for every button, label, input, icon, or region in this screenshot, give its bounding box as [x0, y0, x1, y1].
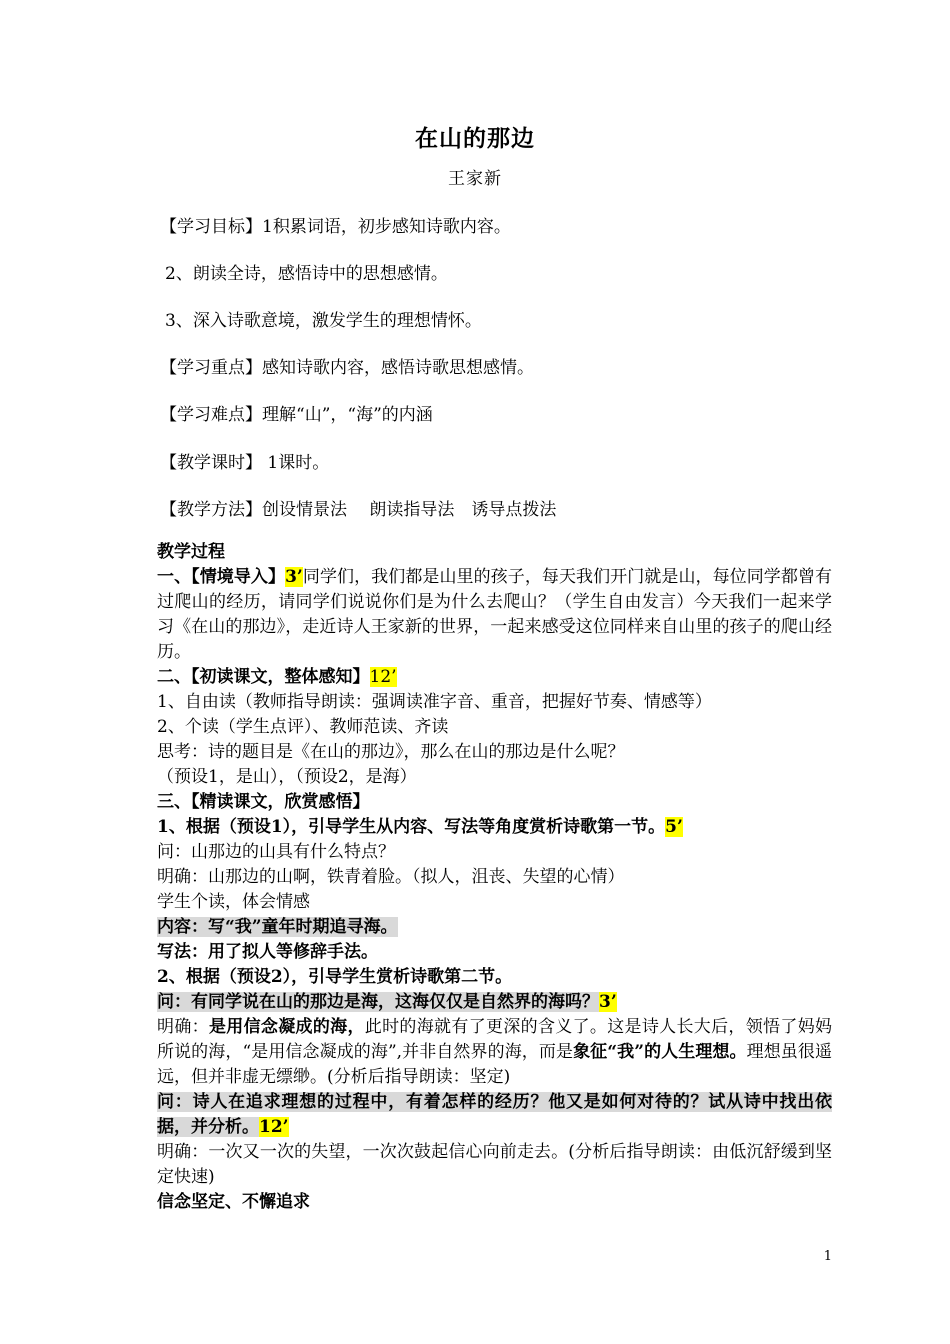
section-2-heading: 二、【初读课文，整体感知】	[157, 667, 370, 687]
section-3-question-3	[120, 1090, 832, 1140]
key-point-line: 【学习重点】感知诗歌内容，感悟诗歌思想感情。	[160, 358, 534, 378]
section-1-heading: 一、【情境导入】	[157, 567, 286, 587]
goal-line-2: 2、朗读全诗，感悟诗中的思想感情。	[165, 264, 448, 284]
section-2-heading-line	[120, 665, 832, 690]
section-2-line-1: 1、自由读（教师指导朗读：强调读准字音、重音，把握好节奏、情感等）	[157, 692, 712, 712]
teaching-method-line: 【教学方法】创设情景法 朗读指导法 诱导点拨法	[160, 500, 557, 520]
goal-line-3: 3、深入诗歌意境，激发学生的理想情怀。	[165, 311, 482, 331]
section-3-question-1: 问：山那边的山具有什么特点？	[157, 842, 395, 862]
section-3-answer-2-text-1: 此时的海就有了更深的含义了。这是诗人长大后，领悟了妈妈所说的海，“是用信念凝成的海”,并非自然界的海，而是	[157, 1017, 833, 1062]
section-3-question-2	[120, 990, 832, 1015]
goal-line-1: 【学习目标】1积累词语，初步感知诗歌内容。	[160, 217, 511, 237]
section-1-time-badge: 3’	[285, 567, 303, 587]
section-3-point-2: 2、根据（预设2），引导学生赏析诗歌第二节。	[157, 967, 513, 987]
process-heading: 教学过程	[157, 542, 225, 562]
section-3-question-2-text: 问：有同学说在山的那边是海，这海仅仅是自然界的海吗？	[157, 992, 599, 1012]
section-2-line-3: 思考：诗的题目是《在山的那边》，那么在山的那边是什么呢？	[157, 742, 625, 762]
section-2-line-2: 2、个读（学生点评）、教师范读、齐读	[157, 717, 449, 737]
section-3-heading: 三、【精读课文，欣赏感悟】	[157, 792, 370, 812]
section-3-point-1-text: 1、根据（预设1），引导学生从内容、写法等角度赏析诗歌第一节。	[157, 817, 666, 837]
section-3-point-1	[120, 815, 832, 840]
section-1-text: 同学们，我们都是山里的孩子，每天我们开门就是山，每位同学都曾有过爬山的经历，请同学们说说你们是为什么去爬山？（学生自由发言）今天我们一起来学习《在山的那边》，走近诗人王家新的世界，一起来感受这位同样来自山里的孩子的爬山经历。	[157, 567, 833, 662]
section-1-paragraph	[120, 565, 832, 665]
section-3-answer-2-text-2: 理想虽很遥远，但并非虚无缥缈。(分析后指导朗读：坚定)	[157, 1042, 832, 1087]
section-3-answer-3: 明确：一次又一次的失望，一次次鼓起信心向前走去。(分析后指导朗读：由低沉舒缓到坚定快速)	[157, 1142, 832, 1187]
section-3-question-3-text: 问：诗人在追求理想的过程中，有着怎样的经历？他又是如何对待的？试从诗中找出依据，并分析。	[157, 1092, 832, 1137]
section-3-point-1-time-badge: 5’	[665, 817, 683, 837]
section-3-method-line: 写法：用了拟人等修辞手法。	[157, 942, 378, 962]
document-title: 在山的那边	[415, 126, 535, 152]
section-3-answer-2-prefix: 明确：	[157, 1017, 209, 1037]
teaching-process-body	[120, 540, 832, 1215]
section-3-answer-2-bold-1: 是用信念凝成的海，	[208, 1017, 365, 1037]
section-3-read-line: 学生个读，体会情感	[157, 892, 310, 912]
section-3-content-text: 内容：写“我”童年时期追寻海。	[157, 917, 398, 937]
class-hours-line: 【教学课时】 1课时。	[160, 453, 330, 473]
section-3-conclusion: 信念坚定、不懈追求	[157, 1192, 310, 1212]
section-3-answer-2	[120, 1015, 832, 1090]
section-3-answer-2-bold-2: 象征“我”的人生理想。	[573, 1042, 747, 1062]
page-number: 1	[823, 1249, 832, 1264]
difficulty-line: 【学习难点】理解“山”，“海”的内涵	[160, 405, 433, 425]
section-2-time-badge: 12’	[369, 667, 397, 687]
section-3-content-line	[120, 915, 832, 940]
document-author: 王家新	[448, 169, 502, 189]
section-3-question-3-time-badge: 12’	[259, 1117, 289, 1137]
section-3-question-2-time-badge: 3’	[599, 992, 617, 1012]
section-3-answer-1: 明确：山那边的山啊，铁青着脸。（拟人，沮丧、失望的心情）	[157, 867, 625, 887]
section-2-line-4: （预设1，是山），（预设2，是海）	[157, 767, 417, 787]
